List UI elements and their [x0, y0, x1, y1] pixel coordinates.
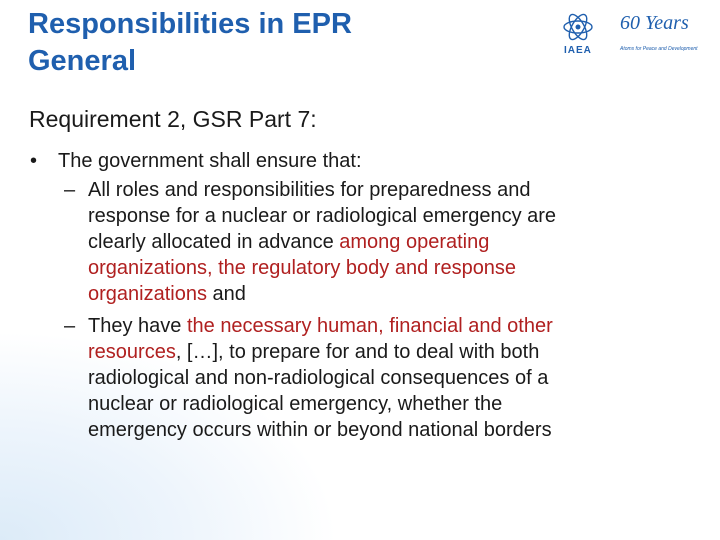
text-span: They have	[88, 315, 187, 337]
iaea-logo	[560, 10, 700, 56]
sub-item-marker: –	[64, 315, 76, 337]
sub-item-roles	[64, 177, 664, 307]
text-span: , […], to prepare for and to deal with both	[175, 341, 540, 363]
sub-item-marker: –	[64, 179, 76, 201]
bullet-text: The government shall ensure that:	[58, 150, 362, 172]
text-span: emergency occurs within or beyond national borders	[88, 419, 552, 441]
highlight-span: the necessary human, financial and other	[186, 315, 553, 337]
sub-item-line	[64, 203, 664, 229]
logo-anniversary-label: 60 Years	[620, 12, 689, 34]
highlight-span: resources	[88, 341, 176, 363]
slide-subtitle: Requirement 2, GSR Part 7:	[29, 106, 317, 132]
logo-org-label: IAEA	[564, 45, 592, 56]
highlight-span: organizations, the regulatory body and response	[88, 257, 517, 279]
sub-item-line	[64, 391, 664, 417]
logo-tagline: Atoms for Peace and Development	[620, 46, 698, 52]
sub-item-line	[64, 365, 664, 391]
sub-item-line	[64, 281, 664, 307]
text-span: radiological and non-radiological consequences of a	[88, 367, 549, 389]
slide-header	[0, 0, 720, 90]
highlight-span: among operating	[339, 231, 490, 253]
highlight-span: organizations	[88, 283, 207, 305]
title-line-2: General	[28, 45, 136, 77]
text-span: clearly allocated in advance	[88, 231, 340, 253]
sub-item-line	[64, 255, 664, 281]
atom-emblem-icon	[560, 10, 596, 46]
slide-title	[28, 6, 352, 80]
sub-item-resources	[64, 313, 664, 443]
bullet-marker: •	[30, 150, 38, 172]
sub-item-line	[64, 313, 664, 339]
text-span: nuclear or radiological emergency, whether the	[88, 393, 503, 415]
text-span: All roles and responsibilities for preparedness and	[88, 179, 531, 201]
text-span: response for a nuclear or radiological emergency are	[88, 205, 557, 227]
title-line-1: Responsibilities in EPR	[28, 8, 352, 40]
sub-item-line	[64, 229, 664, 255]
sub-item-line	[64, 177, 664, 203]
text-span: and	[206, 283, 246, 305]
sub-item-line	[64, 339, 664, 365]
sub-item-line	[64, 417, 664, 443]
